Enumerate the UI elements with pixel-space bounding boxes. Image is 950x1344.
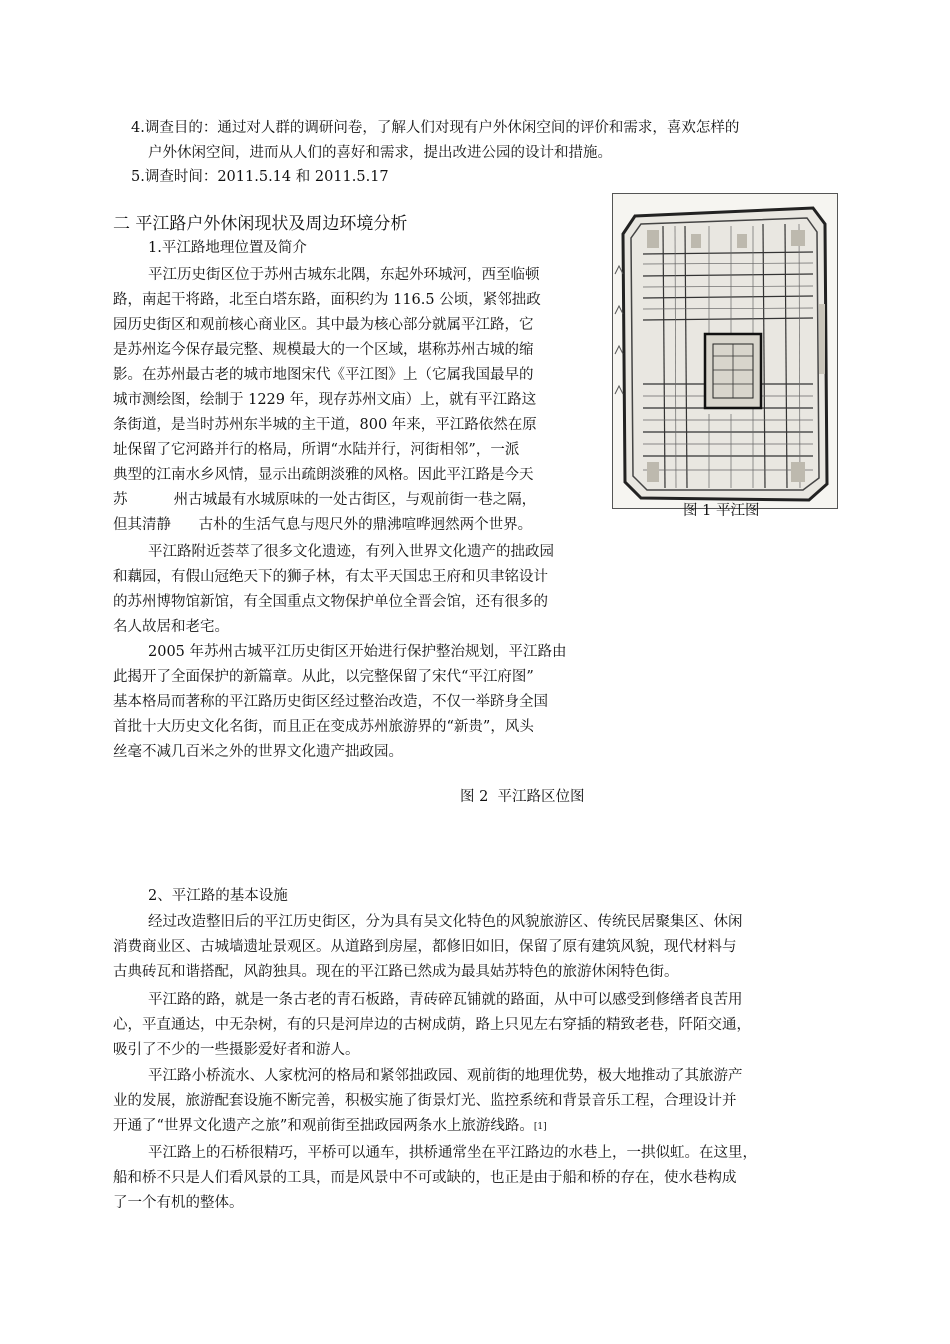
survey-time: 5.调查时间：2011.5.14 和 2011.5.17 [131,169,389,185]
text-line: 首批十大历史文化名街，而且正在变成苏州旅游界的“新贵”，风头 [113,719,534,735]
text-line: 此揭开了全面保护的新篇章。从此，以完整保留了宋代“平江府图” [113,669,534,685]
pingjiang-map-figure [612,193,838,509]
survey-purpose-line2: 户外休闲空间，进而从人们的喜好和需求，提出改进公园的设计和措施。 [148,145,612,161]
text-line: 2005 年苏州古城平江历史街区开始进行保护整治规划，平江路由 [148,644,567,660]
text-line: 是苏州迄今保存最完整、规模最大的一个区域，堪称苏州古城的缩 [113,342,534,358]
figure-1-caption: 图 1 平江图 [683,503,760,519]
text-line: 平江路上的石桥很精巧，平桥可以通车，拱桥通常坐在平江路边的水巷上，一拱似虹。在这里， [148,1145,757,1161]
text-line: 心，平直通达，中无杂树，有的只是河岸边的古树成荫，路上只见左右穿插的精致老巷，阡陌交通， [113,1017,751,1033]
citation-reference[interactable]: [1] [533,1122,547,1132]
text-line [113,1114,547,1141]
text-line: 苏 州古城最有水城原味的一处古街区，与观前街一巷之隔， [113,492,537,508]
text-line: 基本格局而著称的平江路历史街区经过整治改造，不仅一举跻身全国 [113,694,548,710]
text-line: 典型的江南水乡风情，显示出疏朗淡雅的风格。因此平江路是今天 [113,467,534,483]
text-line: 平江路小桥流水、人家枕河的格局和紧邻拙政园、观前街的地理优势，极大地推动了其旅游产 [148,1068,743,1084]
text-line: 路，南起干将路，北至白塔东路，面积约为 116.5 公顷，紧邻拙政 [113,292,541,308]
text-line: 平江路的路，就是一条古老的青石板路，青砖碎瓦铺就的路面，从中可以感受到修缮者良苦用 [148,992,743,1008]
text-line: 古典砖瓦和谐搭配，风韵独具。现在的平江路已然成为最具姑苏特色的旅游休闲特色街。 [113,964,679,980]
text-line: 但其清静 古朴的生活气息与咫尺外的鼎沸喧哗迥然两个世界。 [113,517,533,533]
text-line: 名人故居和老宅。 [113,619,229,635]
survey-purpose-line1: 4.调查目的：通过对人群的调研问卷，了解人们对现有户外休闲空间的评价和需求，喜欢怎样的 [131,120,740,136]
figure-2-caption: 图 2 平江路区位图 [460,789,585,805]
text-line: 条街道，是当时苏州东半城的主干道，800 年来，平江路依然在原 [113,417,537,433]
text-line: 了一个有机的整体。 [113,1195,244,1211]
subsection-heading-location: 1.平江路地理位置及简介 [148,240,307,256]
text-line: 船和桥不只是人们看风景的工具，而是风景中不可或缺的，也正是由于船和桥的存在，使水巷构成 [113,1170,737,1186]
text-line: 消费商业区、古城墙遗址景观区。从道路到房屋，都修旧如旧，保留了原有建筑风貌，现代材料与 [113,939,737,955]
text-line: 园历史街区和观前核心商业区。其中最为核心部分就属平江路，它 [113,317,534,333]
text-line: 影。在苏州最古老的城市地图宋代《平江图》上（它属我国最早的 [113,367,534,383]
text-line: 丝毫不减几百米之外的世界文化遗产拙政园。 [113,744,403,760]
text-line-content: 开通了“世界文化遗产之旅”和观前街至拙政园两条水上旅游线路。 [113,1118,534,1134]
text-line: 业的发展，旅游配套设施不断完善，积极实施了街景灯光、监控系统和背景音乐工程，合理设计并 [113,1093,737,1109]
text-line: 吸引了不少的一些摄影爱好者和游人。 [113,1042,360,1058]
text-line: 址保留了它河路并行的格局，所谓“水陆并行，河街相邻”，一派 [113,442,520,458]
text-line: 的苏州博物馆新馆，有全国重点文物保护单位全晋会馆，还有很多的 [113,594,548,610]
text-line: 城市测绘图，绘制于 1229 年，现存苏州文庙）上，就有平江路这 [113,392,537,408]
text-line: 平江历史街区位于苏州古城东北隅，东起外环城河，西至临顿 [148,267,540,283]
subsection-heading-facilities: 2、平江路的基本设施 [148,888,288,904]
section-heading: 二 平江路户外休闲现状及周边环境分析 [113,214,408,234]
text-line: 平江路附近荟萃了很多文化遗迹，有列入世界文化遗产的拙政园 [148,544,554,560]
text-line: 经过改造整旧后的平江历史街区，分为具有吴文化特色的风貌旅游区、传统民居聚集区、休闲 [148,914,743,930]
pingjiang-map-image [613,194,837,508]
text-line: 和藕园，有假山冠绝天下的狮子林，有太平天国忠王府和贝聿铭设计 [113,569,548,585]
